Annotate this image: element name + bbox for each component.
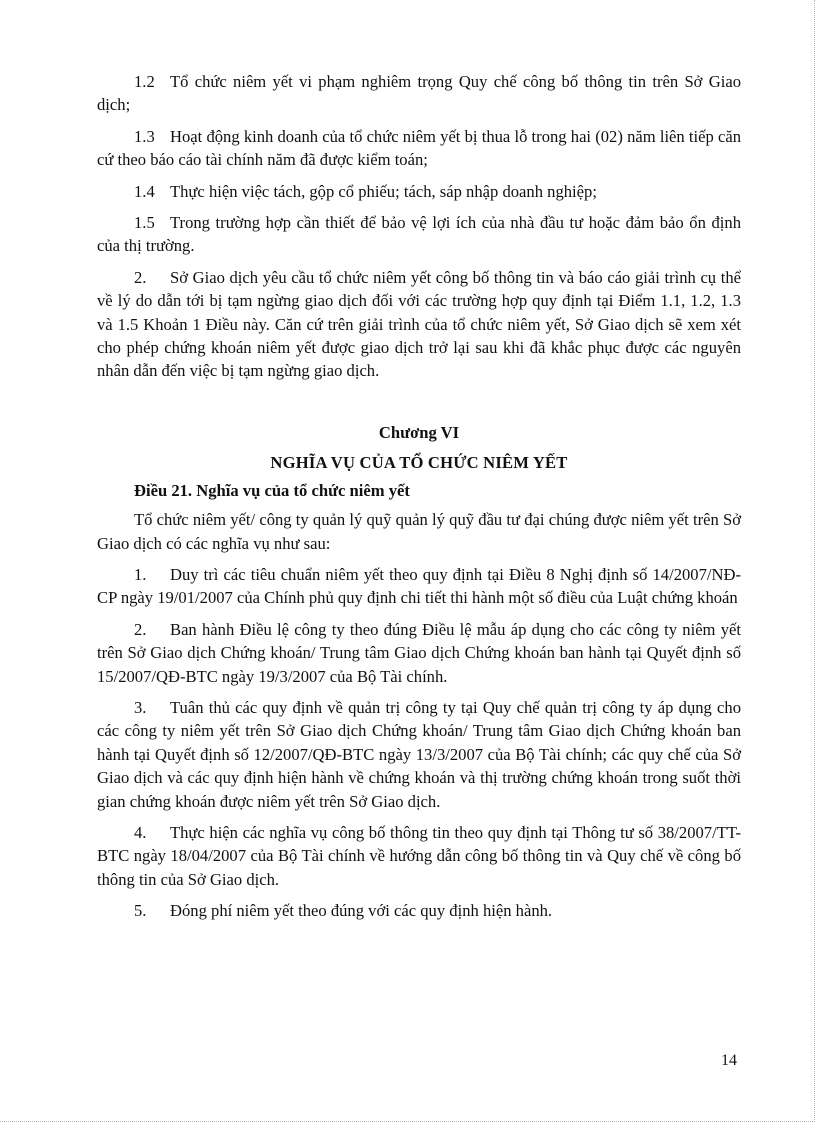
item-number: 4. bbox=[134, 822, 147, 842]
item-text: Tổ chức niêm yết vi phạm nghiêm trọng Quy chế công bố thông tin trên Sở Giao dịch; bbox=[97, 72, 741, 115]
top-items bbox=[97, 70, 741, 383]
list-item bbox=[97, 563, 741, 610]
item-number: 1.5 bbox=[134, 213, 155, 233]
item-number: 1.4 bbox=[134, 181, 155, 201]
item-text: Thực hiện các nghĩa vụ công bố thông tin theo quy định tại Thông tư số 38/2007/TT-BTC ngày 18/04/2007 của Bộ Tài chính về hướng dẫn công bố thông tin và Quy chế về công bố thông tin của Sở Giao dịch. bbox=[97, 822, 741, 889]
article-items bbox=[97, 563, 741, 923]
list-item bbox=[97, 821, 741, 891]
chapter-number: Chương VI bbox=[378, 422, 460, 442]
article-intro: Tổ chức niêm yết/ công ty quản lý quỹ quản lý quỹ đầu tư đại chúng được niêm yết trên Sở Giao dịch có các nghĩa vụ như sau: bbox=[97, 510, 741, 553]
item-text: Hoạt động kinh doanh của tổ chức niêm yết bị thua lỗ trong hai (02) năm liên tiếp căn cứ theo báo cáo tài chính năm đã được kiểm toán; bbox=[97, 126, 741, 170]
list-item bbox=[97, 125, 741, 172]
item-number: 2. bbox=[134, 267, 147, 287]
list-item bbox=[97, 618, 741, 688]
item-text: Trong trường hợp cần thiết để bảo vệ lợi ích của nhà đầu tư hoặc đảm bảo ổn định của thị trường. bbox=[97, 213, 741, 256]
item-number: 1.3 bbox=[134, 126, 155, 146]
item-number: 1. bbox=[134, 564, 147, 584]
item-number: 1.2 bbox=[134, 72, 155, 91]
list-item bbox=[97, 266, 741, 383]
list-item bbox=[97, 70, 741, 117]
chapter-title: NGHĨA VỤ CỦA TỔ CHỨC NIÊM YẾT bbox=[270, 453, 568, 473]
list-item bbox=[97, 899, 741, 922]
item-text: Duy trì các tiêu chuẩn niêm yết theo quy định tại Điều 8 Nghị định số 14/2007/NĐ-CP ngày 19/01/2007 của Chính phủ quy định chi tiết thi hành một số điều của Luật chứng khoán bbox=[97, 564, 741, 608]
item-number: 5. bbox=[134, 901, 147, 921]
item-text: Ban hành Điều lệ công ty theo đúng Điều lệ mẫu áp dụng cho các công ty niêm yết trên Sở Giao dịch Chứng khoán/ Trung tâm Giao dịch Chứng khoán ban hành tại Quyết định số 15/2007/QĐ-BTC ngày 19/3/2007 của Bộ Tài chính. bbox=[97, 619, 741, 686]
list-item bbox=[97, 180, 741, 203]
item-text: Đóng phí niêm yết theo đúng với các quy định hiện hành. bbox=[170, 901, 553, 921]
item-number: 2. bbox=[134, 619, 147, 639]
page-number: 14 bbox=[721, 1052, 737, 1069]
item-text: Tuân thủ các quy định về quản trị công ty tại Quy chế quản trị công ty áp dụng cho các công ty niêm yết trên Sở Giao dịch Chứng khoán/ Trung tâm Giao dịch Chứng khoán ban hành tại Quyết định số 12/2007/QĐ-BTC ngày 13/3/2007 của Bộ Tài chính; các quy chế của Sở Giao dịch và các quy định hiện hành về chứng khoán và thị trường chứng khoán trong suốt thời gian chứng khoán được niêm yết trên Sở Giao dịch. bbox=[97, 697, 741, 811]
list-item bbox=[97, 211, 741, 258]
item-number: 3. bbox=[134, 697, 147, 717]
list-item bbox=[97, 696, 741, 813]
item-text: Sở Giao dịch yêu cầu tổ chức niêm yết công bố thông tin và báo cáo giải trình cụ thể về lý do dẫn tới bị tạm ngừng giao dịch đối với các trường hợp quy định tại Điểm 1.1, 1.2, 1.3 và 1.5 Khoản 1 Điều này. Căn cứ trên giải trình của tổ chức niêm yết, Sở Giao dịch sẽ xem xét cho phép chứng khoán niêm yết được giao dịch trở lại sau khi đã khắc phục được các nguyên nhân dẫn đến việc bị tạm ngừng giao dịch. bbox=[97, 267, 741, 381]
article-heading: Điều 21. Nghĩa vụ của tổ chức niêm yết bbox=[134, 480, 410, 500]
document-body bbox=[97, 70, 741, 931]
item-text: Thực hiện việc tách, gộp cổ phiếu; tách, sáp nhập doanh nghiệp; bbox=[170, 181, 597, 201]
